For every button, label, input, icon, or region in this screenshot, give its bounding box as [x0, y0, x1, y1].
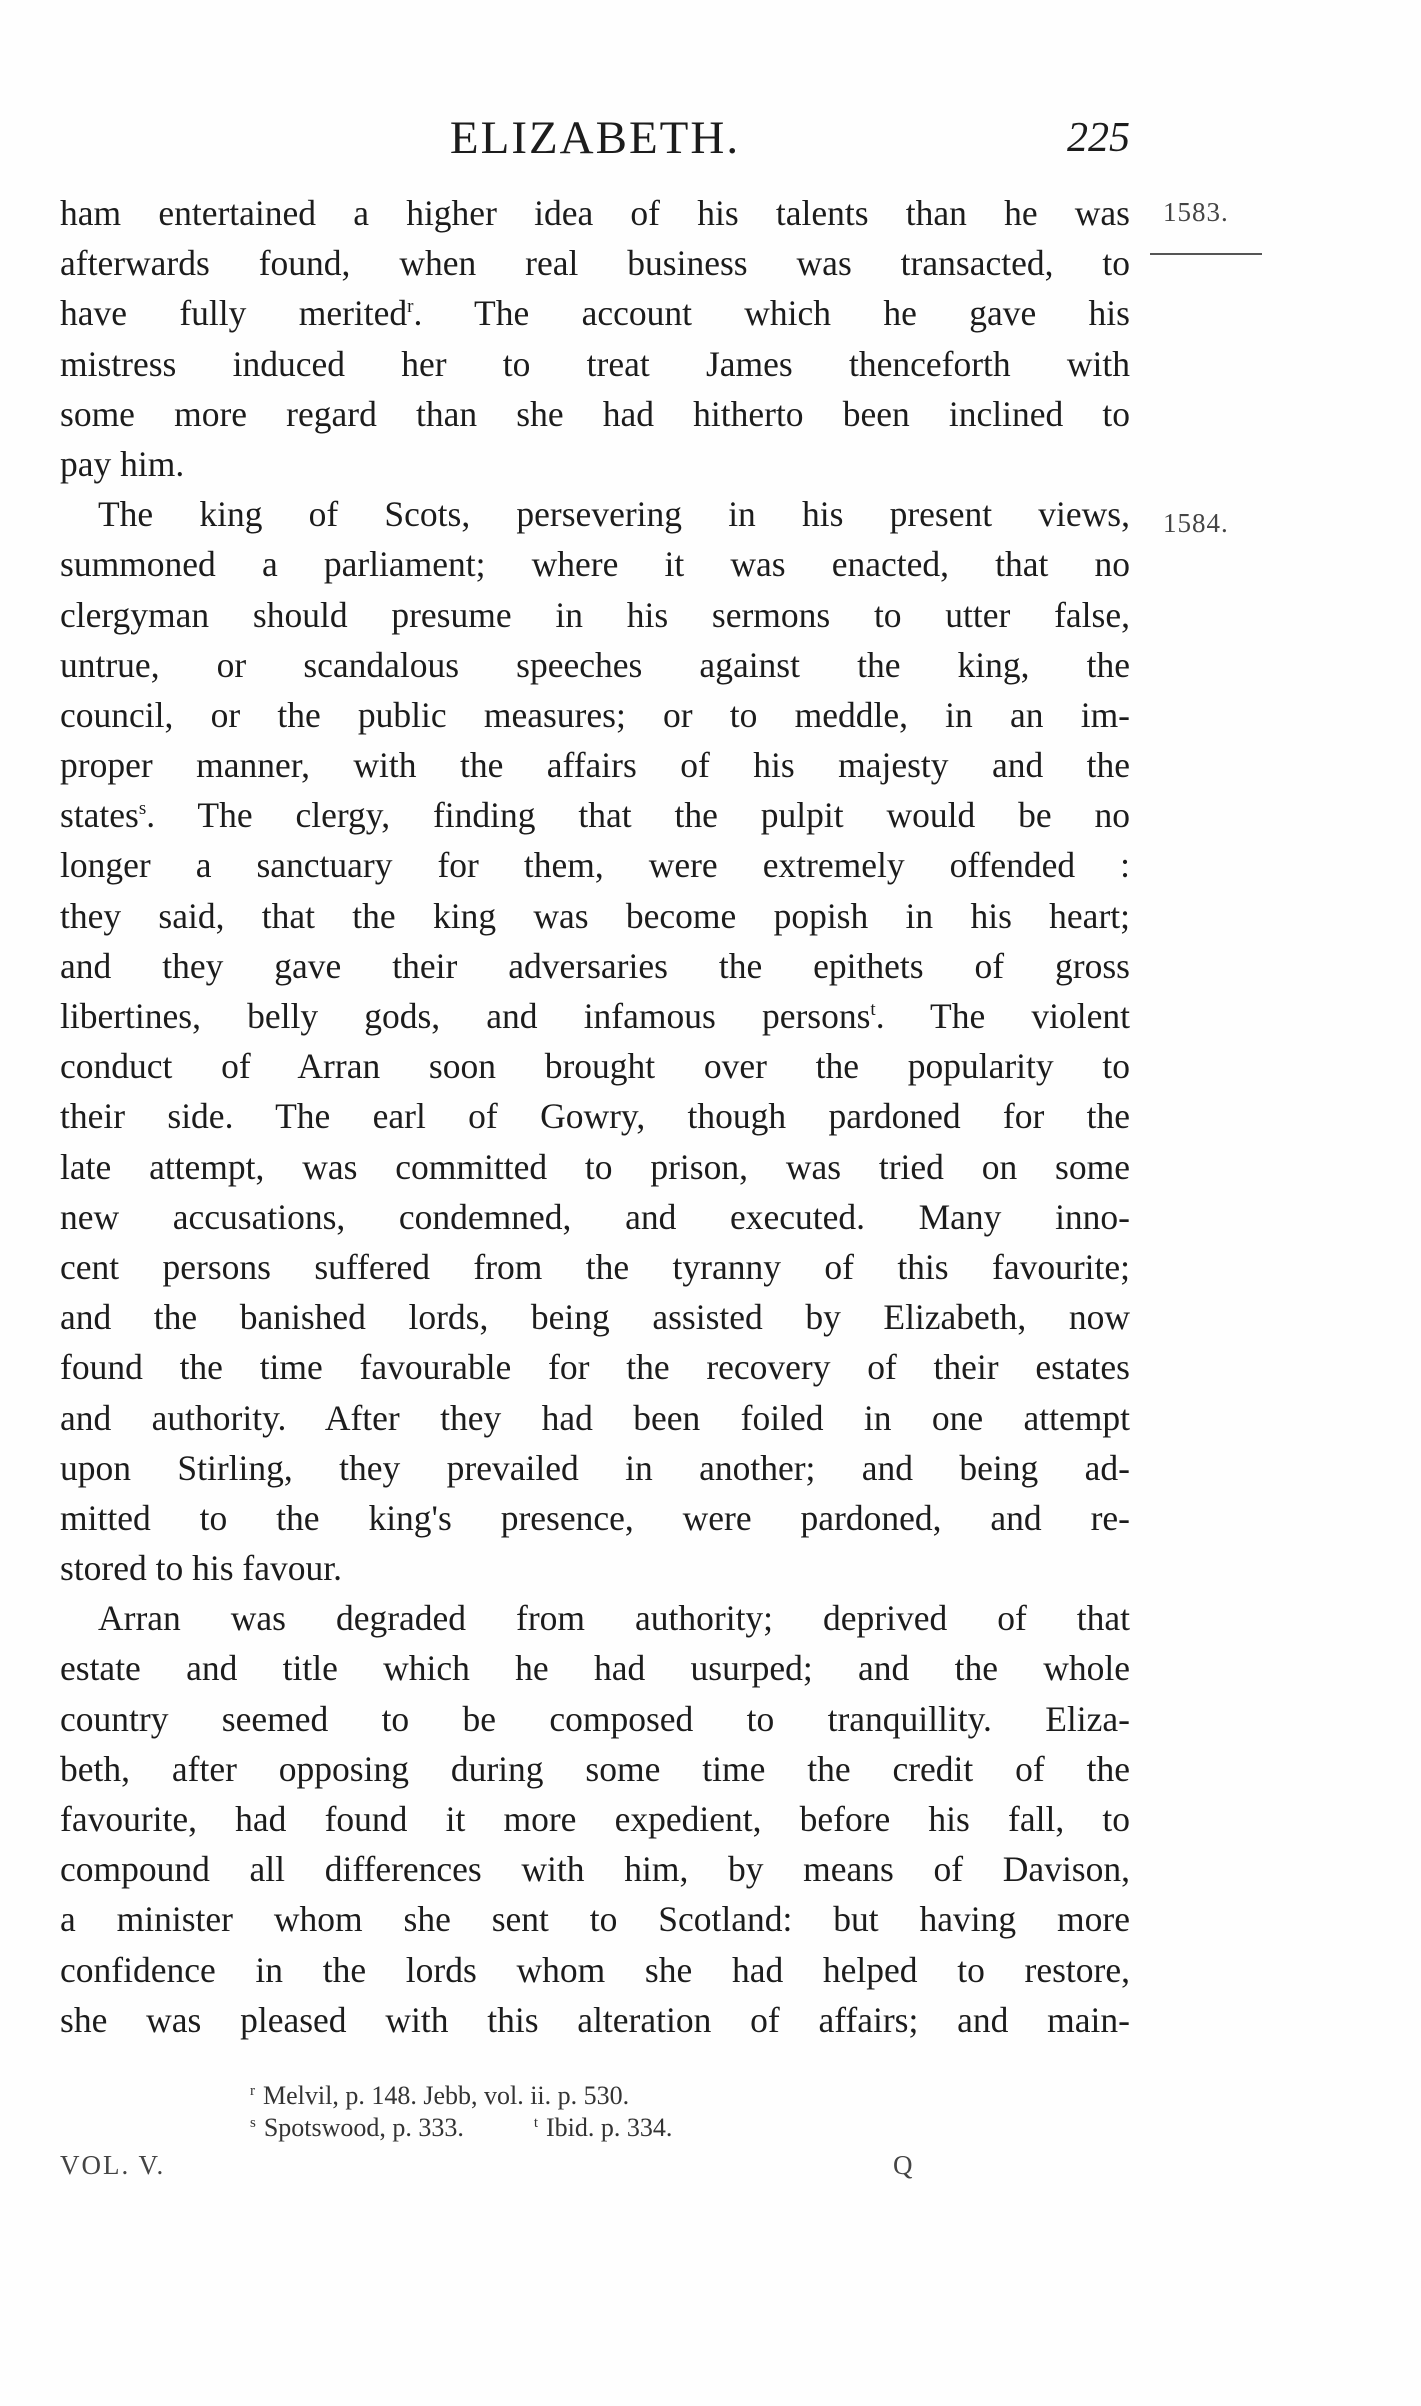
footnote-text: Melvil, p. 148. Jebb, vol. ii. p. 530.	[263, 2081, 630, 2110]
margin-year-1583: 1583.	[1163, 197, 1229, 227]
text-line: cent persons suffered from the tyranny of this favourite;	[60, 1246, 1130, 1287]
text-line: clergyman should presume in his sermons to utter false,	[60, 594, 1130, 635]
text-line: new accusations, condemned, and executed. Many inno-	[60, 1196, 1130, 1237]
text-line: The king of Scots, persevering in his present views,	[98, 494, 1130, 535]
body-text	[60, 188, 1130, 2045]
text-line: stored to his favour.	[60, 1548, 342, 1589]
text-line: some more regard than she had hitherto been inclined to	[60, 393, 1130, 434]
footnote-ref-s: s	[138, 798, 147, 820]
footnote-r: r Melvil, p. 148. Jebb, vol. ii. p. 530.	[250, 2081, 630, 2110]
sheet-signature: Q	[893, 2150, 913, 2180]
text-line: confidence in the lords whom she had helped to restore,	[60, 1949, 1130, 1990]
text-line: untrue, or scandalous speeches against the king, the	[60, 644, 1130, 685]
footnote-s-t: s Spotswood, p. 333. t Ibid. p. 334.	[250, 2113, 673, 2142]
footnotes	[250, 2080, 950, 2144]
text-line: Arran was degraded from authority; deprived of that	[98, 1598, 1130, 1639]
footnote-ref-r: r	[407, 296, 414, 318]
text-line: country seemed to be composed to tranquillity. Eliza-	[60, 1698, 1130, 1739]
text-line: longer a sanctuary for them, were extremely offended :	[60, 845, 1130, 886]
text-line: a minister whom she sent to Scotland: but having more	[60, 1899, 1130, 1940]
text-line: summoned a parliament; where it was enacted, that no	[60, 544, 1130, 585]
volume-label: VOL. V.	[60, 2150, 166, 2180]
running-title: ELIZABETH.	[449, 112, 741, 164]
text-line: and authority. After they had been foiled in one attempt	[60, 1397, 1130, 1438]
footnote-text: Ibid. p. 334.	[546, 2113, 673, 2142]
text-line: upon Stirling, they prevailed in another; and being ad-	[60, 1447, 1130, 1488]
text-line: mitted to the king's presence, were pardoned, and re-	[60, 1497, 1130, 1538]
text-line: she was pleased with this alteration of affairs; and main-	[60, 1999, 1130, 2040]
margin-year-1584: 1584.	[1163, 508, 1229, 538]
text-line: states$^s$. The clergy, finding that the pulpit would be no	[60, 795, 1130, 836]
text-line: late attempt, was committed to prison, was tried on some	[60, 1146, 1130, 1187]
text-line: proper manner, with the affairs of his majesty and the	[60, 745, 1130, 786]
text-line: afterwards found, when real business was transacted, to	[60, 243, 1130, 284]
text-line: ham entertained a higher idea of his talents than he was	[60, 193, 1130, 233]
footnote-text: Spotswood, p. 333.	[263, 2113, 464, 2142]
text-line: mistress induced her to treat James thenceforth with	[60, 343, 1130, 384]
running-head	[60, 108, 1130, 168]
text-line: pay him.	[60, 443, 185, 484]
text-line: favourite, had found it more expedient, before his fall, to	[60, 1799, 1130, 1839]
page-number: 225	[1067, 115, 1130, 161]
footnote-ref-t: t	[870, 999, 876, 1020]
text-line: libertines, belly gods, and infamous persons$^t$. The violent	[60, 996, 1130, 1036]
text-line: beth, after opposing during some time the credit of the	[60, 1748, 1130, 1789]
text-line: they said, that the king was become popish in his heart;	[60, 895, 1130, 936]
text-line: estate and title which he had usurped; and the whole	[60, 1648, 1130, 1689]
margin-rule	[1150, 253, 1262, 255]
text-line: compound all differences with him, by means of Davison,	[60, 1849, 1130, 1890]
text-line: and they gave their adversaries the epithets of gross	[60, 945, 1130, 986]
text-line: their side. The earl of Gowry, though pardoned for the	[60, 1096, 1130, 1137]
text-line: council, or the public measures; or to meddle, in an im-	[60, 694, 1130, 735]
text-line: have fully merited$^r$. The account which he gave his	[60, 293, 1130, 334]
text-line: conduct of Arran soon brought over the popularity to	[60, 1046, 1130, 1087]
text-line: found the time favourable for the recovery of their estates	[60, 1347, 1130, 1388]
text-line: and the banished lords, being assisted by Elizabeth, now	[60, 1297, 1130, 1338]
